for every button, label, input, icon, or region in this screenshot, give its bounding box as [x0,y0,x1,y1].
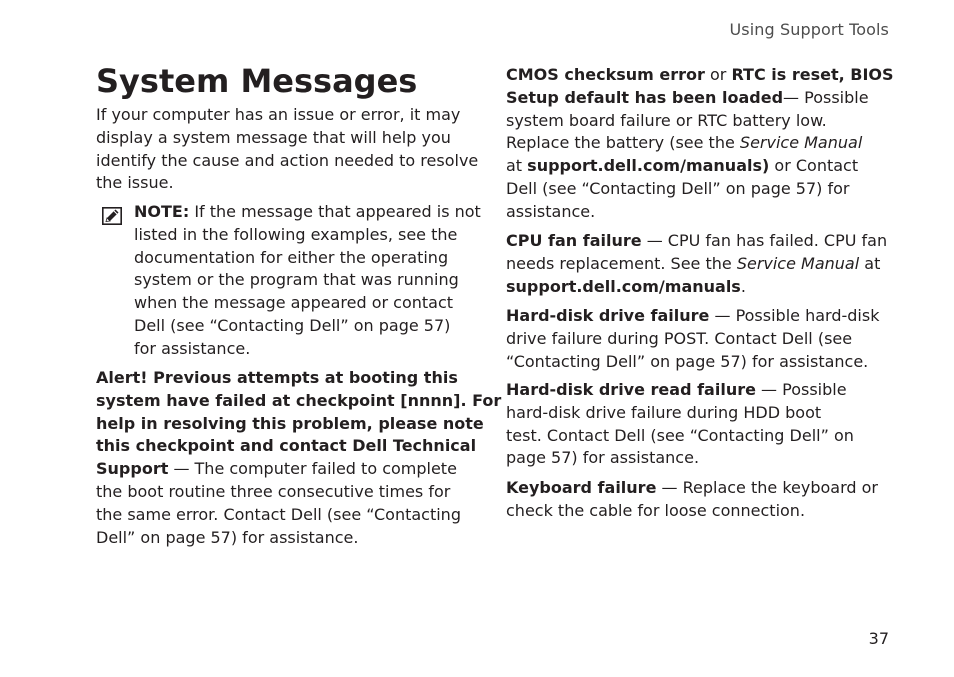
note-label: NOTE: [134,202,190,221]
hdd-read-line: page 57) for assistance. [506,448,700,468]
cmos-or: or [704,65,732,84]
cpu-fan-line [506,276,896,299]
alert-term-end: Support [96,459,169,479]
pencil-note-icon [102,207,122,225]
note-line: system or the program that was running [134,270,459,290]
rtc-term-cont: Setup default has been loaded [506,87,784,107]
page-number: 37 [868,629,889,648]
cpu-fan-text: — CPU fan has failed. CPU fan [641,231,888,250]
intro-line: identify the cause and action needed to resolve [96,150,479,170]
note-line [134,201,494,224]
hdd-failure-line: drive failure during POST. Contact Dell (see [506,328,853,348]
page-title: System Messages [96,62,418,100]
alert-term-line: help in resolving this problem, please note [96,413,484,433]
keyboard-line [506,477,896,500]
intro-line: display a system message that will help you [96,127,451,147]
cmos-line [506,155,896,178]
alert-text: — The computer failed to complete [168,459,457,479]
hdd-read-term: Hard-disk drive read failure [506,380,756,399]
note-paragraph [134,201,494,361]
cpu-fan-text: . [740,276,746,296]
hdd-failure-term: Hard-disk drive failure [506,306,710,325]
alert-line: the same error. Contact Dell (see “Contacting [96,504,461,524]
hdd-failure-text: — Possible hard-disk [709,306,880,325]
support-url: support.dell.com/manuals [506,276,741,296]
cpu-fan-line [506,253,896,276]
keyboard-line: check the cable for loose connection. [506,500,806,520]
note-line: listed in the following examples, see the [134,224,458,244]
service-manual-ref: Service Manual [736,253,860,273]
note-line: when the message appeared or contact [134,293,454,313]
cmos-line: Dell (see “Contacting Dell” on page 57) for [506,178,850,198]
cmos-text: at [506,156,528,176]
cmos-text: Replace the battery (see the [506,133,740,153]
cpu-fan-text: needs replacement. See the [506,253,737,273]
cpu-fan-entry [506,230,896,298]
alert-term-line: Alert! Previous attempts at booting this [96,368,458,387]
cpu-fan-text: at [859,253,881,273]
hdd-read-line [506,379,896,402]
hdd-failure-line [506,305,896,328]
cmos-text: — Possible [783,87,869,107]
note-line: for assistance. [134,338,251,358]
alert-term-line: this checkpoint and contact Dell Technical [96,436,477,456]
alert-paragraph [96,367,502,549]
keyboard-term: Keyboard failure [506,478,657,497]
keyboard-failure-entry [506,477,896,523]
intro-line: If your computer has an issue or error, it may [96,105,461,124]
intro-line: the issue. [96,173,174,193]
cmos-line: system board failure or RTC battery low. [506,110,827,130]
cmos-text: or Contact [769,156,859,176]
running-header: Using Support Tools [729,20,889,39]
cmos-term: CMOS checksum error [506,65,705,84]
intro-paragraph [96,104,486,195]
hdd-read-failure-entry [506,379,896,470]
cmos-line [506,87,896,110]
keyboard-text: — Replace the keyboard or [656,478,878,497]
note-line: documentation for either the operating [134,247,449,267]
cmos-line: assistance. [506,201,596,221]
service-manual-ref: Service Manual [739,133,863,153]
hdd-failure-line: “Contacting Dell” on page 57) for assistance. [506,351,869,371]
cmos-line [506,132,896,155]
rtc-term: RTC is reset, BIOS [731,65,894,84]
cmos-error-entry [506,64,896,224]
cmos-line [506,64,896,87]
hdd-read-line: test. Contact Dell (see “Contacting Dell” on [506,425,854,445]
cpu-fan-term: CPU fan failure [506,231,642,250]
note-line: Dell (see “Contacting Dell” on page 57) [134,315,451,335]
support-url: support.dell.com/manuals) [527,156,770,176]
note-text: If the message that appeared is not [189,202,481,221]
alert-line: Dell” on page 57) for assistance. [96,527,359,547]
alert-line [96,458,486,481]
hdd-read-line: hard-disk drive failure during HDD boot [506,402,822,422]
hdd-read-text: — Possible [755,380,847,399]
alert-term-line: system have failed at checkpoint [nnnn]. For [96,390,502,410]
alert-line: the boot routine three consecutive times for [96,481,451,501]
cpu-fan-line [506,230,896,253]
hdd-failure-entry [506,305,896,373]
